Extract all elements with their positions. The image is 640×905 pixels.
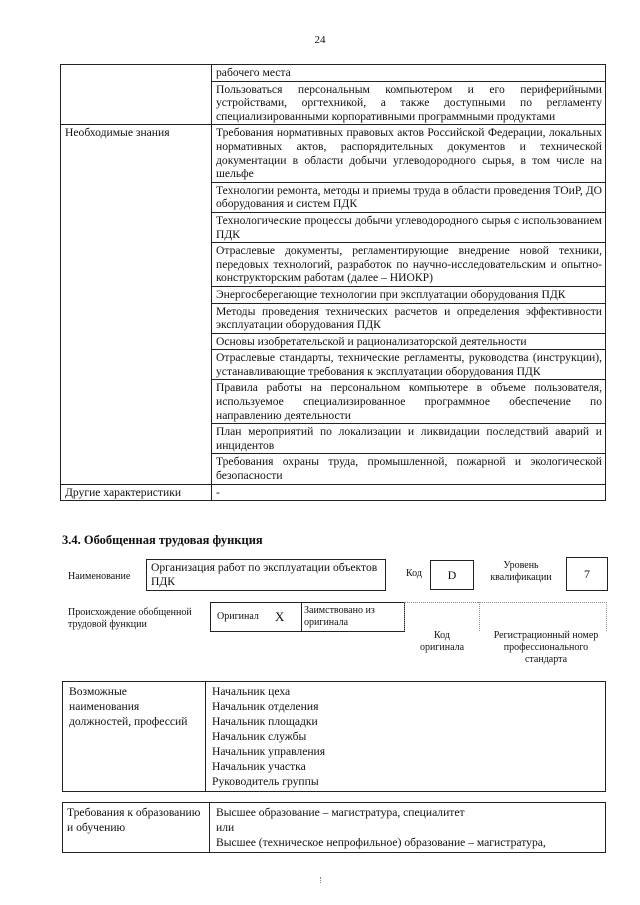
code-original-label: Код оригинала: [419, 630, 465, 653]
table-cell: Отраслевые стандарты, технические регламенты, руководства (инструкции), устанавливающие требования к эксплуатации оборудования ПДК: [212, 350, 606, 380]
table-cell: -: [212, 484, 606, 501]
list-item: Руководитель группы: [212, 775, 319, 788]
knowledge-table: [60, 64, 606, 501]
level-label: Уровень квалификации: [490, 560, 552, 583]
row-label: [61, 65, 212, 125]
list-item: Начальник службы: [212, 730, 307, 743]
list-item: Начальник площадки: [212, 715, 318, 728]
positions-list: [206, 682, 606, 792]
table-cell: Методы проведения технических расчетов и определения эффективности эксплуатации оборудования ПДК: [212, 303, 606, 333]
table-cell: Энергосберегающие технологии при эксплуатации оборудования ПДК: [212, 286, 606, 303]
original-box: [210, 602, 302, 632]
table-cell: Технологические процессы добычи углеводородного сырья с использованием ПДК: [212, 212, 606, 242]
list-item: Начальник участка: [212, 760, 306, 773]
level-value: 7: [566, 557, 608, 591]
reg-number-label: Регистрационный номер профессионального стандарта: [493, 630, 599, 665]
table-cell: Правила работы на персональном компьютере в объеме пользователя, используемое специализированное программное обеспечение по направлению деятельности: [212, 380, 606, 424]
row-label: Необходимые знания: [61, 125, 212, 484]
table-cell: Технологии ремонта, методы и приемы труда в области проведения ТОиР, ДО оборудования и систем ПДК: [212, 182, 606, 212]
table-cell: Пользоваться персональным компьютером и его периферийными устройствами, оргтехникой, а также доступными по регламенту специализированными корпоративными программными продуктами: [212, 81, 606, 125]
origin-label: Происхождение обобщенной трудовой функции: [68, 607, 192, 630]
original-label: Оригинал: [217, 611, 259, 622]
table-row: [61, 125, 606, 182]
list-item: Начальник цеха: [212, 685, 291, 698]
table-row: [63, 682, 606, 792]
positions-label: Возможные наименования должностей, профессий: [63, 682, 206, 792]
education-list: [210, 803, 606, 853]
table-row: [63, 803, 606, 853]
page-edge-mark: [320, 877, 322, 883]
list-item: Высшее (техническое непрофильное) образование – магистратура,: [216, 836, 546, 849]
borrowed-box: [300, 602, 405, 632]
borrowed-label: Заимствовано из оригинала: [304, 605, 375, 628]
list-item: или: [216, 821, 235, 834]
table-cell: Отраслевые документы, регламентирующие внедрение новой техники, передовых технологий, разработок по научно-исследовательским и опытно-конструкторским работам (далее – НИОКР): [212, 243, 606, 287]
function-name-value: Организация работ по эксплуатации объектов ПДК: [146, 559, 386, 591]
original-mark: X: [275, 609, 285, 624]
section-title: 3.4. Обобщенная трудовая функция: [62, 533, 263, 547]
code-value: D: [430, 560, 474, 590]
positions-table: [62, 681, 606, 792]
table-row: [61, 65, 606, 82]
page-number: 24: [314, 34, 326, 46]
row-label: Другие характеристики: [61, 484, 212, 501]
table-cell: План мероприятий по локализации и ликвидации последствий аварий и инцидентов: [212, 424, 606, 454]
table-cell: Основы изобретательской и рационализаторской деятельности: [212, 333, 606, 350]
education-label: Требования к образованию и обучению: [63, 803, 210, 853]
reg-number-box: [478, 602, 607, 631]
code-label: Код: [406, 568, 422, 579]
list-item: Начальник отделения: [212, 700, 319, 713]
list-item: Высшее образование – магистратура, специалитет: [216, 806, 465, 819]
table-cell: Требования нормативных правовых актов Российской Федерации, локальных нормативных актов, распорядительных документов и технической документации в области добычи углеводородного сырья, в том числе на шельфе: [212, 125, 606, 182]
table-cell: Требования охраны труда, промышленной, пожарной и экологической безопасности: [212, 454, 606, 484]
list-item: Начальник управления: [212, 745, 326, 758]
table-row: [61, 484, 606, 501]
name-label: Наименование: [68, 571, 131, 582]
table-cell: рабочего места: [212, 65, 606, 82]
code-original-box: [404, 602, 480, 631]
education-table: [62, 802, 606, 853]
